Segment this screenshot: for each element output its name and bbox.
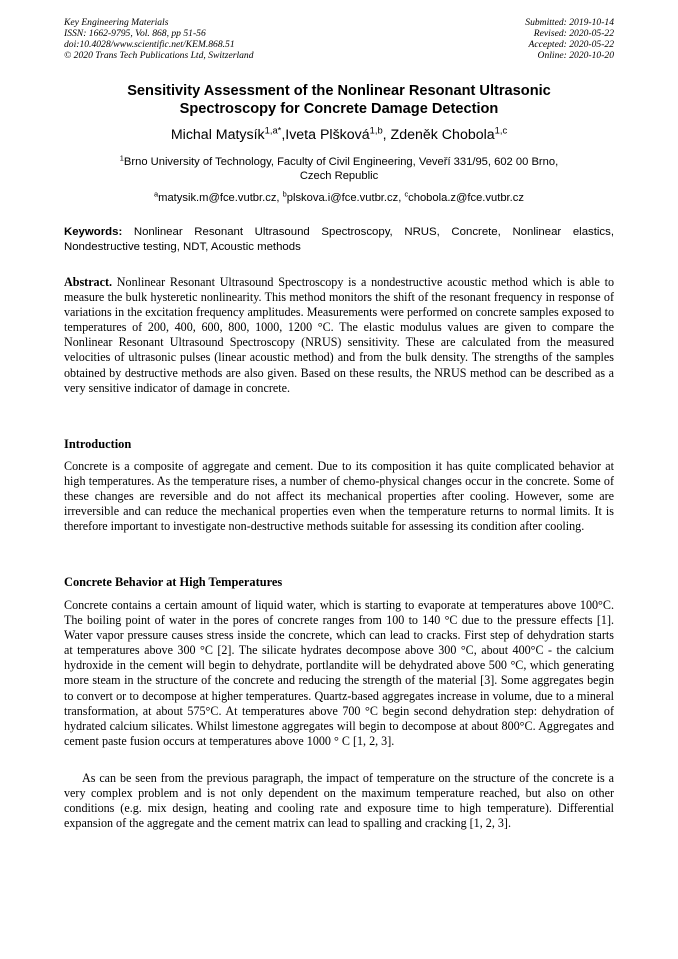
keywords-block <box>64 225 614 254</box>
date-submitted: Submitted: 2019-10-14 <box>525 17 614 28</box>
author-3-sup: 1,c <box>494 125 508 136</box>
abstract-label: Abstract. <box>64 275 113 289</box>
affiliation-sup: 1 <box>119 153 124 163</box>
journal-info <box>64 17 254 61</box>
email-list <box>64 191 614 205</box>
behavior-paragraph-2: As can be seen from the previous paragraph, the impact of temperature on the structure of the concrete is a very complex problem and is not only dependent on the maximum temperature reached, but also on other conditions (e.g. mix design, heating and cooling rate and exposure time to high temperature). Differential expansion of the aggregate and the cement matrix can lead to spalling and cracking [1, 2, 3]. <box>64 771 614 831</box>
author-2-name: ,Iveta Plšková <box>281 127 370 143</box>
date-online: Online: 2020-10-20 <box>537 50 614 61</box>
affiliation <box>64 155 614 183</box>
author-list <box>64 126 614 144</box>
email-a-sup: a <box>154 189 159 199</box>
author-2-sup: 1,b <box>369 125 383 136</box>
submission-dates <box>525 17 614 61</box>
keywords-label: Keywords: <box>64 226 123 238</box>
keywords-text: Nonlinear Resonant Ultrasound Spectroscopy, NRUS, Concrete, Nonlinear elastics, Nondestructive testing, NDT, Acoustic methods <box>64 226 614 253</box>
author-3-name: , Zdeněk Chobola <box>382 127 495 143</box>
paper-title <box>64 82 614 118</box>
email-b-sup: b <box>282 189 287 199</box>
introduction-heading: Introduction <box>64 437 132 451</box>
abstract-block <box>64 275 614 396</box>
abstract-text: Nonlinear Resonant Ultrasound Spectroscopy is a nondestructive acoustic method which is able to measure the bulk hysteretic nonlinearity. This method monitors the shift of the resonant frequency in response of variations in the excitation frequency amplitudes. Measurements were performed on concrete samples exposed to temperatures of 200, 400, 600, 800, 1000, 1200 °C. The elastic modulus values are given to compare the Nonlinear Resonant Ultrasound Spectroscopy (NRUS) sensitivity. These are calculated from the measured velocities of ultrasonic pulses (linear acoustic method) and from the bulk density. The strengths of the samples obtained by destructive methods are also given. Based on these results, the NRUS method can be described as a very sensitive indicator of damage in concrete. <box>64 275 614 395</box>
title-line-1: Sensitivity Assessment of the Nonlinear Resonant Ultrasonic <box>127 83 551 99</box>
email-c-sup: c <box>404 189 409 199</box>
email-b: plskova.i@fce.vutbr.cz, <box>286 192 405 204</box>
journal-name: Key Engineering Materials <box>64 17 169 28</box>
title-line-2: Spectroscopy for Concrete Damage Detection <box>179 101 499 117</box>
behavior-paragraph-1: Concrete contains a certain amount of liquid water, which is starting to evaporate at temperatures above 100°C. The boiling point of water in the pores of concrete ranges from 100 to 140 °C due to the pressure effects [1]. Water vapor pressure causes stress inside the concrete, which can lead to cracks. First step of dehydration starts at temperatures above 300 °C [2]. The silicate hydrates decompose above 300 °C, about 400°C - the calcium hydroxide in the cement will begin to dehydrate, portlandite will be dehydrated above 500 °C, which generating more steam in the structure of the concrete and reducing the strength of the material [3]. Some aggregates begin to convert or to decompose at higher temperatures. Quartz-based aggregates increase in volume, due to a mineral transformation, at about 575°C. At temperatures above 700 °C begin second dehydration step: dehydration of hydrated calcium silicates. Whilst limestone aggregates will begin to decompose at about 800°C. Aggregates and cement paste fusion occurs at temperatures above 1000 ° C [1, 2, 3]. <box>64 598 614 748</box>
introduction-paragraph: Concrete is a composite of aggregate and cement. Due to its composition it has quite complicated behavior at high temperatures. As the temperature rises, a number of chemo-physical changes occur in the concrete. Some of these changes are reversible and do not affect its mechanical properties after cooling. However, some are irreversible and can reduce the mechanical properties even when the temperature returns to normal limits. It is therefore important to investigate non-destructive methods suitable for assessing its condition after cooling. <box>64 459 614 534</box>
date-accepted: Accepted: 2020-05-22 <box>528 39 614 50</box>
journal-copyright: © 2020 Trans Tech Publications Ltd, Switzerland <box>64 50 254 61</box>
journal-doi: doi:10.4028/www.scientific.net/KEM.868.51 <box>64 39 235 50</box>
author-1-sup: 1,a* <box>264 125 282 136</box>
email-c: chobola.z@fce.vutbr.cz <box>408 192 524 204</box>
affiliation-line-2: Czech Republic <box>299 170 379 182</box>
author-1-name: Michal Matysík <box>170 127 265 143</box>
date-revised: Revised: 2020-05-22 <box>533 28 614 39</box>
affiliation-line-1: Brno University of Technology, Faculty of Civil Engineering, Veveří 331/95, 602 00 Brno, <box>123 156 559 168</box>
behavior-heading: Concrete Behavior at High Temperatures <box>64 575 283 589</box>
email-a: matysik.m@fce.vutbr.cz, <box>158 192 283 204</box>
journal-issn: ISSN: 1662-9795, Vol. 868, pp 51-56 <box>64 28 206 39</box>
